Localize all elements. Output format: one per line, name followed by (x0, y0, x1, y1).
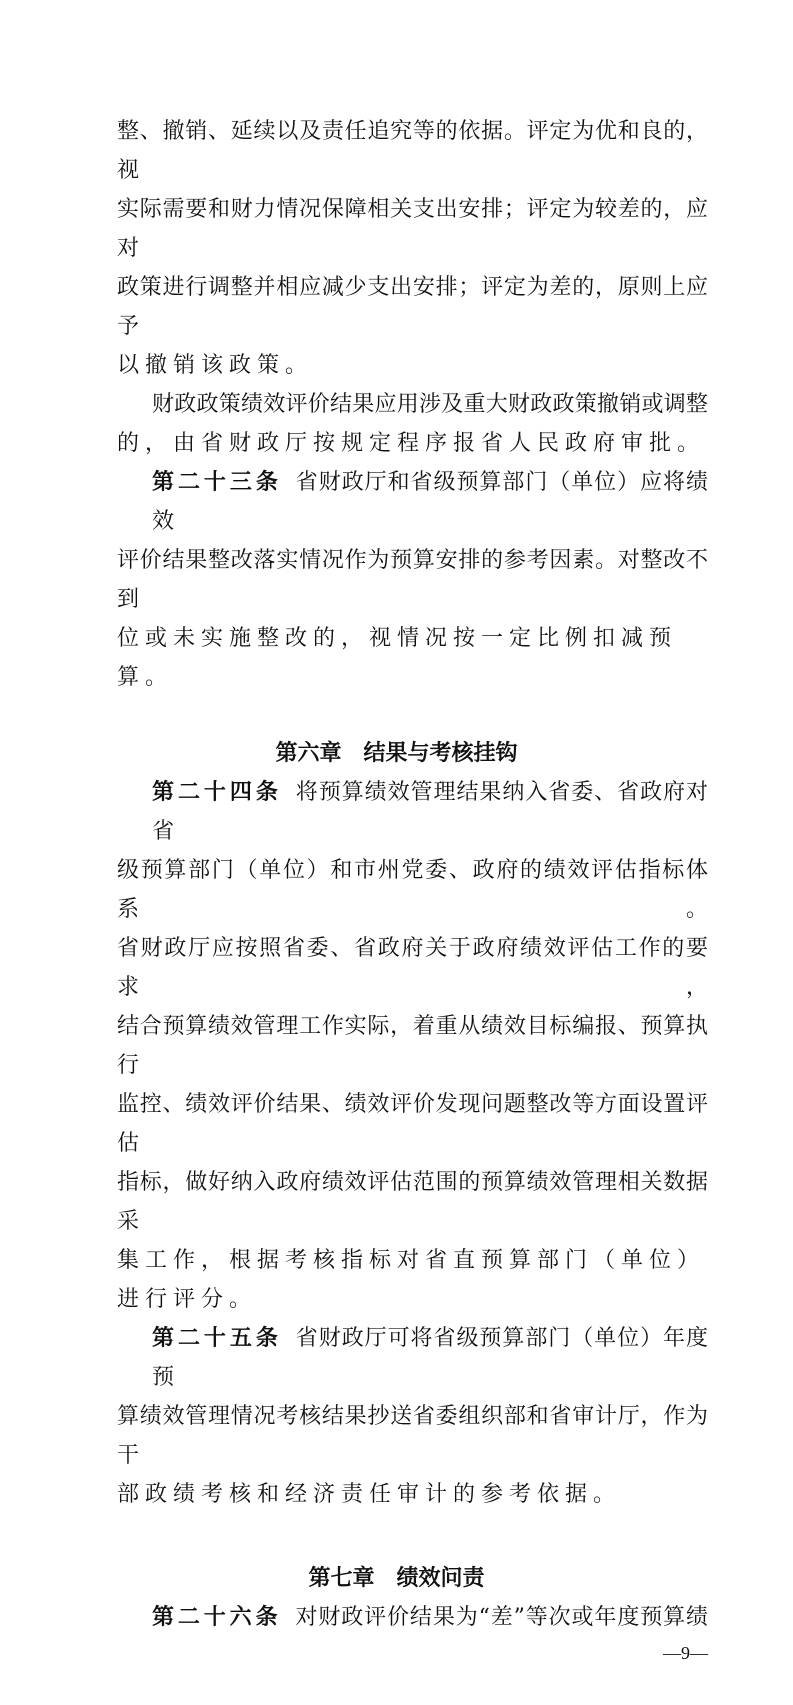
text-line: 省财政厅应按照省委、省政府关于政府绩效评估工作的要求， (117, 936, 708, 1000)
text-line: 省财政厅可将省级预算部门（单位）年度预 (152, 1326, 708, 1390)
page-number: —9— (663, 1643, 708, 1663)
article-23-line (117, 463, 708, 541)
text-line: 省财政厅和省级预算部门（单位）应将绩效 (152, 470, 708, 534)
chapter-title: 绩效问责 (396, 1566, 485, 1591)
article-label: 第二十三条 (152, 470, 282, 495)
text-line: 政策进行调整并相应减少支出安排；评定为差的，原则上应予 (117, 275, 708, 339)
chapter-6-heading (0, 734, 793, 773)
text-line: 级预算部门（单位）和市州党委、政府的绩效评估指标体系。 (117, 858, 708, 922)
article-24-line (117, 773, 708, 851)
text-line: 指标，做好纳入政府绩效评估范围的预算绩效管理相关数据采 (117, 1170, 708, 1234)
text-line: 结合预算绩效管理工作实际，着重从绩效目标编报、预算执行 (117, 1014, 708, 1078)
text-line: 算绩效管理情况考核结果抄送省委组织部和省审计厅，作为干 (117, 1404, 708, 1468)
text-line: 的，由省财政厅按规定程序报省人民政府审批。 (117, 431, 706, 456)
chapter-number: 第七章 (308, 1566, 375, 1591)
text-line: 监控、绩效评价结果、绩效评价发现问题整改等方面设置评估 (117, 1092, 708, 1156)
article-label: 第二十四条 (152, 780, 282, 805)
article-label: 第二十六条 (152, 1605, 282, 1630)
article-25-line (117, 1319, 708, 1397)
text-line: 位或未实施整改的，视情况按一定比例扣减预算。 (117, 626, 678, 690)
text-line: 实际需要和财力情况保障相关支出安排；评定为较差的，应对 (117, 197, 708, 261)
chapter-number: 第六章 (275, 741, 342, 766)
text-line: 财政政策绩效评价结果应用涉及重大财政政策撤销或调整 (152, 392, 708, 417)
chapter-title: 结果与考核挂钩 (363, 741, 518, 766)
text-line: 整、撤销、延续以及责任追究等的依据。评定为优和良的，视 (117, 119, 708, 183)
text-line: 评价结果整改落实情况作为预算安排的参考因素。对整改不到 (117, 548, 708, 612)
chapter-7-heading (0, 1559, 793, 1598)
text-line: 将预算绩效管理结果纳入省委、省政府对省 (152, 780, 708, 844)
text-line: 集工作，根据考核指标对省直预算部门（单位）进行评分。 (117, 1248, 706, 1312)
article-26-line (117, 1598, 708, 1637)
article-label: 第二十五条 (152, 1326, 282, 1351)
text-line: 以撤销该政策。 (117, 353, 314, 378)
text-line: 部政绩考核和经济责任审计的参考依据。 (117, 1482, 622, 1507)
text-line: 对财政评价结果为“差”等次或年度预算绩 (295, 1605, 708, 1630)
